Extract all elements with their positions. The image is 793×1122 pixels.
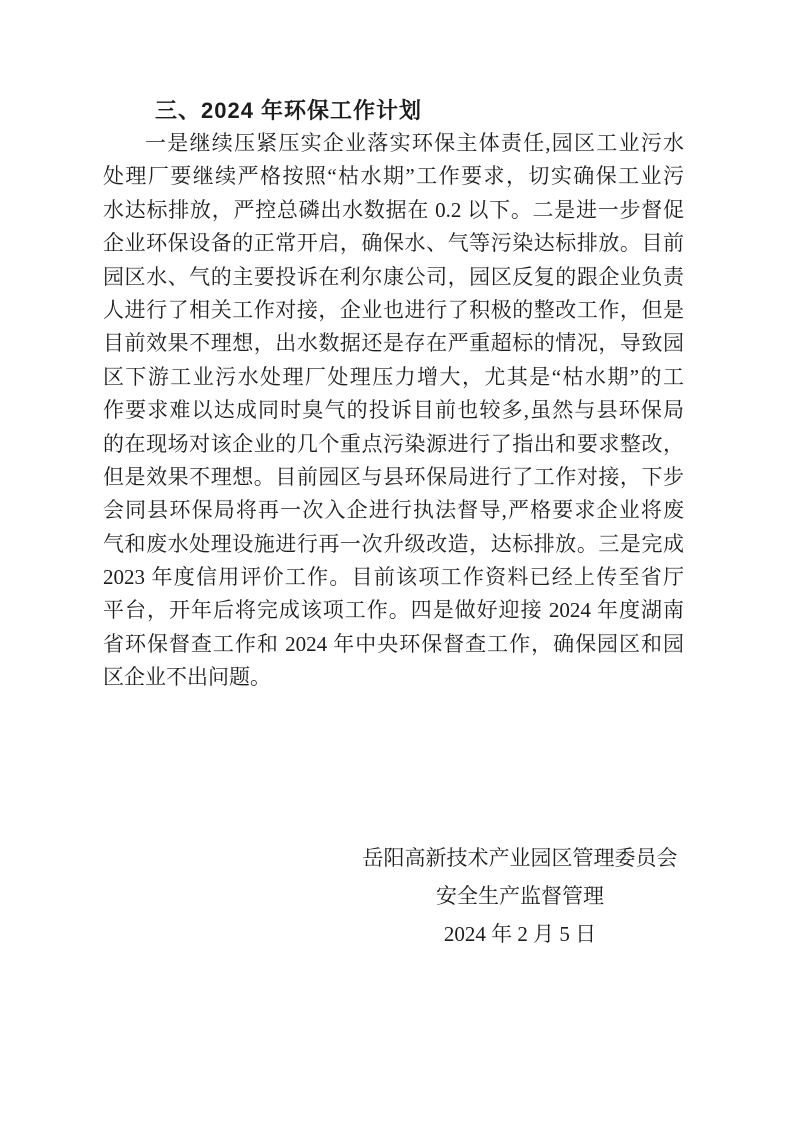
paragraph-line: 水达标排放，严控总磷出水数据在 0.2 以下。二是进一步督促 bbox=[103, 197, 684, 222]
paragraph-line: 2023 年度信用评价工作。目前该项工作资料已经上传至省厅 bbox=[103, 565, 684, 590]
body-paragraph bbox=[103, 127, 684, 695]
paragraph-line: 省环保督查工作和 2024 年中央环保督查工作，确保园区和园 bbox=[103, 631, 684, 656]
paragraph-line: 区企业不出问题。 bbox=[103, 665, 271, 690]
paragraph-line: 作要求难以达成同时臭气的投诉目前也较多,虽然与县环保局 bbox=[103, 398, 684, 423]
signature-block bbox=[360, 839, 680, 953]
section-heading: 三、2024 年环保工作计划 bbox=[155, 98, 423, 123]
paragraph-line: 气和废水处理设施进行再一次升级改造，达标排放。三是完成 bbox=[103, 531, 684, 556]
paragraph-line: 企业环保设备的正常开启，确保水、气等污染达标排放。目前 bbox=[103, 231, 684, 256]
paragraph-line: 目前效果不理想，出水数据还是存在严重超标的情况，导致园 bbox=[103, 331, 684, 356]
paragraph-line: 园区水、气的主要投诉在利尔康公司，园区反复的跟企业负责 bbox=[103, 264, 684, 289]
paragraph-line: 人进行了相关工作对接，企业也进行了积极的整改工作，但是 bbox=[103, 297, 684, 322]
paragraph-line: 会同县环保局将再一次入企进行执法督导,严格要求企业将废 bbox=[103, 498, 684, 523]
paragraph-line: 一是继续压紧压实企业落实环保主体责任,园区工业污水 bbox=[145, 131, 684, 155]
paragraph-line: 但是效果不理想。目前园区与县环保局进行了工作对接，下步 bbox=[103, 464, 684, 489]
signature-date: 2024 年 2 月 5 日 bbox=[443, 922, 597, 946]
paragraph-line: 处理厂要继续严格按照“枯水期”工作要求，切实确保工业污 bbox=[103, 164, 684, 189]
paragraph-line: 区下游工业污水处理厂处理压力增大，尤其是“枯水期”的工 bbox=[103, 364, 684, 389]
signature-department: 安全生产监督管理 bbox=[436, 884, 604, 908]
paragraph-line: 的在现场对该企业的几个重点污染源进行了指出和要求整改， bbox=[103, 431, 684, 456]
paragraph-line: 平台，开年后将完成该项工作。四是做好迎接 2024 年度湖南 bbox=[103, 598, 684, 623]
signature-organization: 岳阳高新技术产业园区管理委员会 bbox=[362, 846, 678, 870]
